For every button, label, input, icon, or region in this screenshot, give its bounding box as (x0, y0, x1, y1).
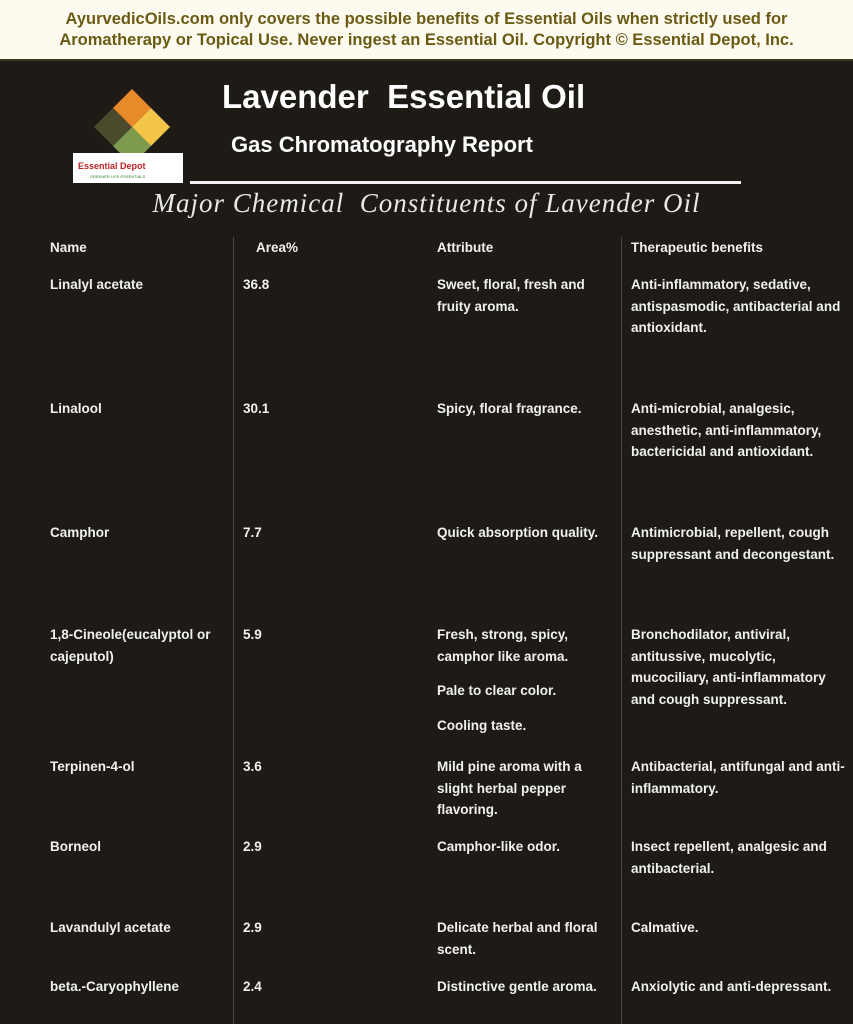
area-percent: 2.9 (243, 839, 262, 854)
page-subtitle: Gas Chromatography Report (231, 132, 533, 157)
therapeutic-benefits: Antibacterial, antifungal and anti-inflammatory. (631, 759, 845, 796)
attribute-text: Sweet, floral, fresh and fruity aroma. (437, 277, 585, 314)
constituent-name: Borneol (50, 839, 102, 854)
area-percent: 2.4 (243, 979, 262, 994)
attribute-cell (437, 624, 617, 736)
attribute-cell (437, 756, 617, 821)
therapeutic-benefits: Bronchodilator, antiviral, antitussive, mucolytic, mucociliary, anti-inflammatory and cough suppressant. (631, 627, 826, 707)
attribute-cell (437, 522, 617, 544)
disclaimer-banner (0, 0, 853, 61)
column-header-attribute: Attribute (437, 240, 494, 255)
essential-depot-logo (70, 85, 190, 185)
attribute-cell (437, 398, 617, 420)
attribute-cell (437, 836, 617, 858)
therapeutic-benefits: Antimicrobial, repellent, cough suppressant and decongestant. (631, 525, 835, 562)
therapeutic-benefits: Anxiolytic and anti-depressant. (631, 979, 832, 994)
constituent-name: beta.-Caryophyllene (50, 979, 180, 994)
attribute-cell (437, 976, 617, 998)
constituent-name: Linalool (50, 401, 102, 416)
column-divider (233, 237, 234, 1024)
attribute-text: Fresh, strong, spicy, camphor like aroma. (437, 627, 569, 664)
therapeutic-benefits: Calmative. (631, 920, 699, 935)
page-title: Lavender Essential Oil (222, 78, 586, 115)
area-percent: 36.8 (243, 277, 270, 292)
area-percent: 7.7 (243, 525, 262, 540)
attribute-text: Mild pine aroma with a slight herbal pepper flavoring. (437, 759, 582, 817)
title-rule (190, 181, 741, 184)
column-header-name: Name (50, 240, 87, 255)
therapeutic-benefits: Anti-inflammatory, sedative, antispasmodic, antibacterial and antioxidant. (631, 277, 841, 335)
area-percent: 5.9 (243, 627, 262, 642)
attribute-cell (437, 274, 617, 317)
constituent-name: Camphor (50, 525, 110, 540)
attribute-text: Camphor-like odor. (437, 839, 561, 854)
area-percent: 3.6 (243, 759, 262, 774)
area-percent: 2.9 (243, 920, 262, 935)
therapeutic-benefits: Anti-microbial, analgesic, anesthetic, anti-inflammatory, bactericidal and antioxidant. (631, 401, 822, 459)
attribute-text: Pale to clear color. (437, 683, 557, 698)
constituent-name: Lavandulyl acetate (50, 920, 171, 935)
attribute-text: Delicate herbal and floral scent. (437, 920, 598, 957)
area-percent: 30.1 (243, 401, 270, 416)
attribute-text: Cooling taste. (437, 717, 527, 733)
column-header-area: Area% (256, 240, 299, 255)
attribute-text: Distinctive gentle aroma. (437, 979, 597, 994)
attribute-cell (437, 917, 617, 960)
attribute-text: Spicy, floral fragrance. (437, 401, 582, 416)
disclaimer-line-2: Aromatherapy or Topical Use. Never ingest an Essential Oil. Copyright © Essential Depot, Inc. (59, 31, 794, 49)
section-heading: Major Chemical Constituents of Lavender Oil (152, 188, 701, 218)
disclaimer-line-1: AyurvedicOils.com only covers the possible benefits of Essential Oils when strictly used for (65, 10, 788, 28)
column-header-benefits: Therapeutic benefits (631, 240, 764, 255)
constituent-name: Terpinen-4-ol (50, 759, 135, 774)
svg-text:Essential Depot: Essential Depot (78, 161, 146, 171)
attribute-text: Quick absorption quality. (437, 525, 599, 540)
constituent-name: Linalyl acetate (50, 277, 144, 292)
therapeutic-benefits: Insect repellent, analgesic and antibacterial. (631, 839, 827, 876)
svg-text:GREENER LIFE ESSENTIALS: GREENER LIFE ESSENTIALS (90, 174, 146, 179)
constituent-name: 1,8-Cineole(eucalyptol or cajeputol) (50, 627, 211, 664)
column-divider (621, 237, 622, 1024)
